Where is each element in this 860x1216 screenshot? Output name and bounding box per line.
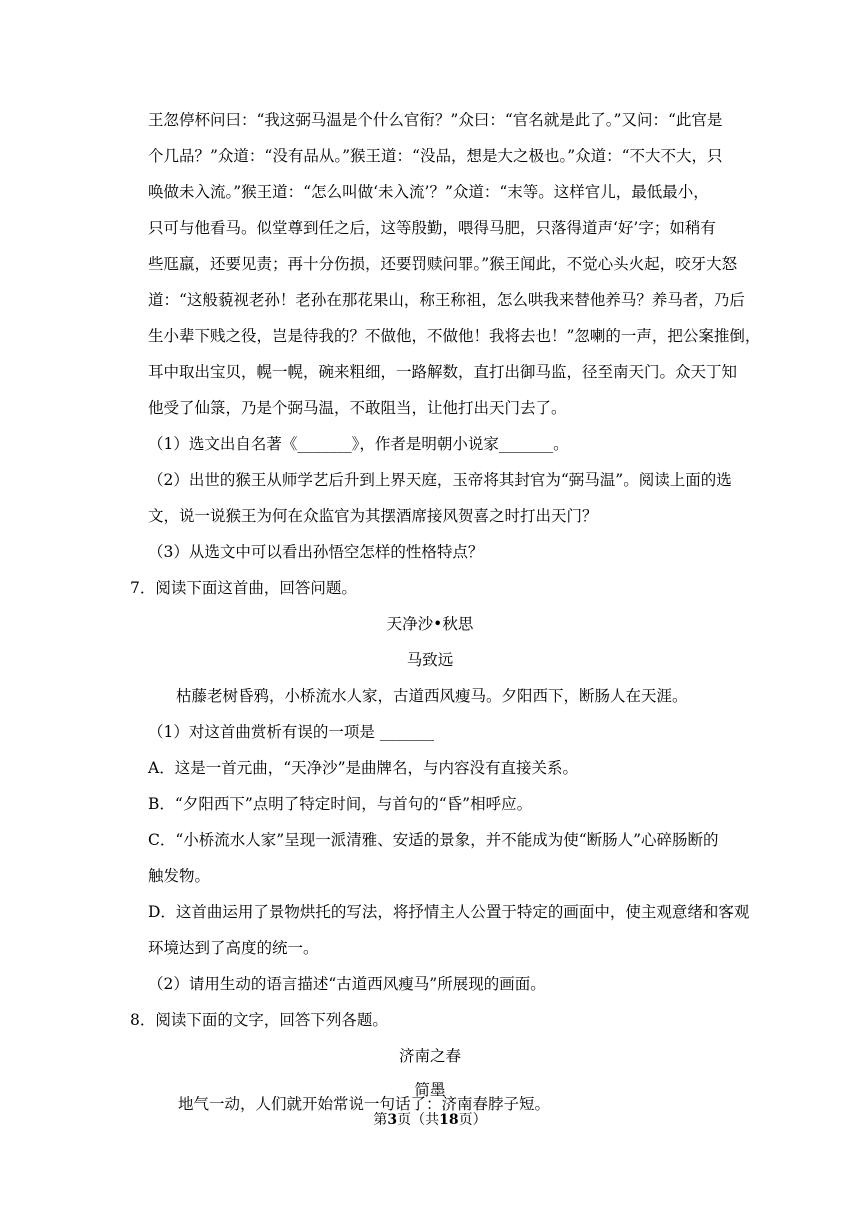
passage-line: 些尫羸，还要见责；再十分伤损，还要罚赎问罪。”猴王闻此，不觉心头火起，咬牙大怒 bbox=[148, 255, 738, 273]
passage-line: 他受了仙箓，乃是个弼马温，不敢阻当，让他打出天门去了。 bbox=[148, 399, 567, 417]
option-c-line-2: 触发物。 bbox=[148, 867, 211, 885]
footer-page-number: 3 bbox=[387, 1112, 398, 1128]
question-7-sub-2: （2）请用生动的语言描述“古道西风瘦马”所展现的画面。 bbox=[148, 975, 546, 993]
article-first-line: 地气一动，人们就开始常说一句话了：济南春脖子短。 bbox=[178, 1095, 551, 1113]
passage-question-3: （3）从选文中可以看出孙悟空怎样的性格特点？ bbox=[148, 543, 484, 561]
footer-suffix: 页） bbox=[458, 1112, 487, 1128]
passage-line: 生小辈下贱之役，岂是待我的？不做他，不做他！我将去也！”忽喇的一声，把公案推倒， bbox=[148, 327, 761, 345]
passage-line: 唤做未入流。”猴王道：“怎么叫做‘未入流’？”众道：“末等。这样官儿，最低最小， bbox=[148, 183, 709, 201]
option-b: B．“夕阳西下”点明了特定时间，与首句的“昏”相呼应。 bbox=[148, 795, 533, 813]
option-d-line-1: D．这首曲运用了景物烘托的写法，将抒情主人公置于特定的画面中，使主观意绪和客观 bbox=[148, 903, 750, 921]
poem-text: 枯藤老树昏鸦，小桥流水人家，古道西风瘦马。夕阳西下，断肠人在天涯。 bbox=[176, 687, 688, 705]
footer-middle: 页（共 bbox=[397, 1112, 440, 1128]
article-title: 济南之春 bbox=[398, 1047, 461, 1065]
passage-line: 耳中取出宝贝，幌一幌，碗来粗细，一路解数，直打出御马监，径至南天门。众天丁知 bbox=[148, 363, 738, 381]
option-d-line-2: 环境达到了高度的统一。 bbox=[148, 939, 319, 957]
passage-question-1: （1）选文出自名著《_______》，作者是明朝小说家_______。 bbox=[148, 435, 569, 453]
passage-question-2-line-2: 文，说一说猴王为何在众监官为其摆酒席接风贺喜之时打出天门？ bbox=[148, 507, 598, 525]
question-8-stem: 8．阅读下面的文字，回答下列各题。 bbox=[130, 1011, 388, 1029]
option-c-line-1: C．“小桥流水人家”呈现一派清雅、安适的景象，并不能成为使“断肠人”心碎肠断的 bbox=[148, 831, 719, 849]
poem-title: 天净沙•秋思 bbox=[386, 615, 474, 633]
option-a: A．这是一首元曲，“天净沙”是曲牌名，与内容没有直接关系。 bbox=[148, 759, 579, 777]
footer-prefix: 第 bbox=[373, 1112, 388, 1128]
passage-line: 只可与他看马。似堂尊到任之后，这等殷勤，喂得马肥，只落得道声‘好’字；如稍有 bbox=[148, 219, 716, 237]
passage-line: 王忽停杯问曰：“我这弼马温是个什么官衔？”众曰：“官名就是此了。”又问：“此官是 bbox=[148, 111, 723, 129]
passage-line: 道：“这般藐视老孙！老孙在那花果山，称王称祖，怎么哄我来替他养马？养马者，乃后 bbox=[148, 291, 745, 309]
question-7-sub-1: （1）对这首曲赏析有误的一项是 _______ bbox=[148, 723, 435, 741]
footer-total-pages: 18 bbox=[439, 1112, 459, 1128]
passage-question-2-line-1: （2）出世的猴王从师学艺后升到上界天庭，玉帝将其封官为“弼马温”。阅读上面的选 bbox=[148, 471, 732, 489]
passage-line: 个几品？”众道：“没有品从。”猴王道：“没品，想是大之极也。”众道：“不大不大，只 bbox=[148, 147, 723, 165]
poem-author: 马致远 bbox=[406, 651, 454, 669]
article-author: 简墨 bbox=[414, 1081, 446, 1099]
question-7-stem: 7．阅读下面这首曲，回答问题。 bbox=[130, 579, 357, 597]
